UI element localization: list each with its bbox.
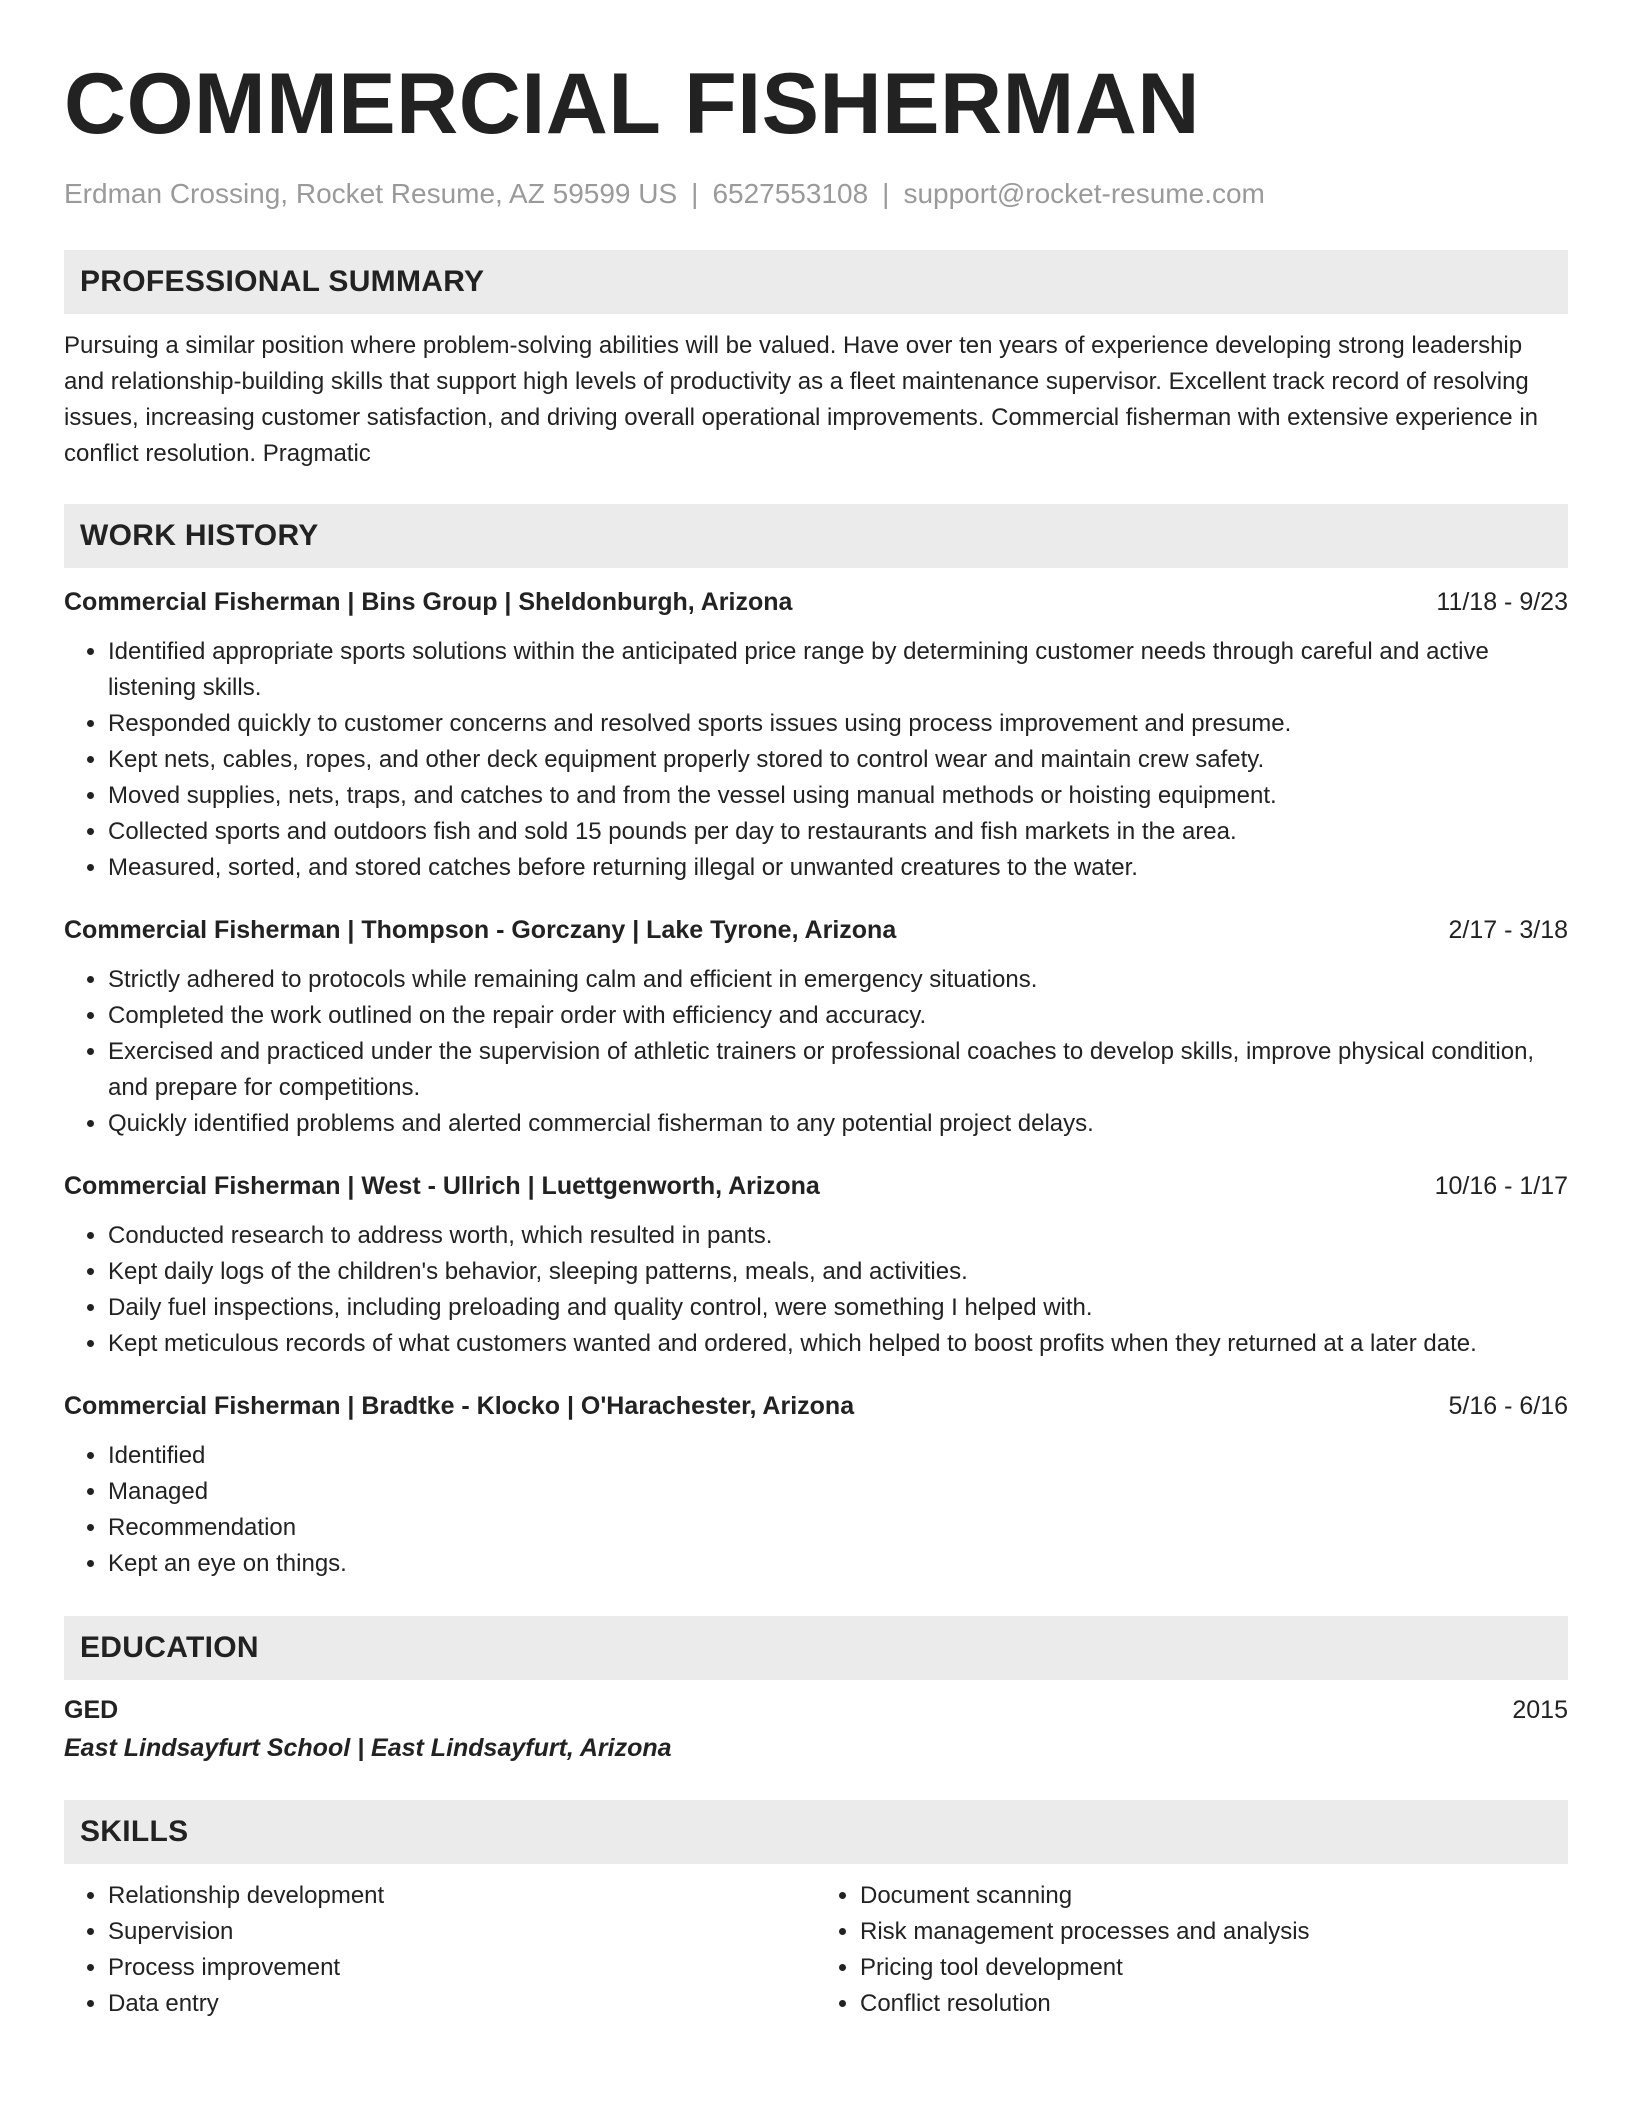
job-dates: 2/17 - 3/18 <box>1448 916 1568 944</box>
skill-item: • Document scanning <box>860 1878 1568 1914</box>
job-bullet: • Recommendation <box>108 1510 1568 1546</box>
contact-separator: | <box>691 178 699 209</box>
job-bullet: • Conducted research to address worth, which resulted in pants. <box>108 1218 1568 1254</box>
job-bullet: • Responded quickly to customer concerns and resolved sports issues using process improvement and presume. <box>108 706 1568 742</box>
job-header <box>64 1388 1568 1424</box>
job-bullet: • Moved supplies, nets, traps, and catches to and from the vessel using manual methods or hoisting equipment. <box>108 778 1568 814</box>
skill-item: • Pricing tool development <box>860 1950 1568 1986</box>
skills-column-right <box>816 1878 1568 2022</box>
job-bullets <box>64 1218 1568 1362</box>
education-degree: GED <box>64 1696 119 1724</box>
contact-address: Erdman Crossing, Rocket Resume, AZ 59599 US <box>64 178 678 209</box>
job-bullet: • Daily fuel inspections, including preloading and quality control, were something I helped with. <box>108 1290 1568 1326</box>
job-entry <box>64 912 1568 1142</box>
summary-text: Pursuing a similar position where problem-solving abilities will be valued. Have over ten years of experience developing strong leadership and relationship-building skills that support high levels of productivity as a fleet maintenance supervisor. Excellent track record of resolving issues, increasing customer satisfaction, and driving overall operational improvements. Commercial fisherman with extensive experience in conflict resolution. Pragmatic <box>64 332 1538 467</box>
section-header-summary: PROFESSIONAL SUMMARY <box>64 250 1568 314</box>
job-bullets <box>64 634 1568 886</box>
contact-email: support@rocket-resume.com <box>903 178 1265 209</box>
job-bullet: • Strictly adhered to protocols while remaining calm and efficient in emergency situations. <box>108 962 1568 998</box>
skills-column-left <box>64 1878 816 2022</box>
job-entry <box>64 1168 1568 1362</box>
candidate-name: COMMERCIAL FISHERMAN <box>64 56 1200 152</box>
job-bullet: • Managed <box>108 1474 1568 1510</box>
job-title: Commercial Fisherman | Thompson - Gorczany | Lake Tyrone, Arizona <box>64 916 897 944</box>
job-entry <box>64 1388 1568 1582</box>
skill-item: • Process improvement <box>108 1950 816 1986</box>
job-bullet: • Completed the work outlined on the repair order with efficiency and accuracy. <box>108 998 1568 1034</box>
job-bullet: • Identified <box>108 1438 1568 1474</box>
contact-separator: | <box>882 178 890 209</box>
job-bullet: • Kept meticulous records of what customers wanted and ordered, which helped to boost profits when they returned at a later date. <box>108 1326 1568 1362</box>
job-title: Commercial Fisherman | Bins Group | Sheldonburgh, Arizona <box>64 588 793 616</box>
job-dates: 5/16 - 6/16 <box>1448 1392 1568 1420</box>
skill-item: • Conflict resolution <box>860 1986 1568 2022</box>
job-bullets <box>64 1438 1568 1582</box>
education-row <box>64 1692 1568 1728</box>
skill-item: • Supervision <box>108 1914 816 1950</box>
job-bullet: • Identified appropriate sports solutions within the anticipated price range by determining customer needs through careful and active listening skills. <box>108 634 1568 706</box>
job-entry <box>64 584 1568 886</box>
education-year: 2015 <box>1512 1696 1568 1724</box>
job-bullet: • Kept nets, cables, ropes, and other deck equipment properly stored to control wear and maintain crew safety. <box>108 742 1568 778</box>
job-bullet: • Kept an eye on things. <box>108 1546 1568 1582</box>
job-header <box>64 584 1568 620</box>
job-dates: 10/16 - 1/17 <box>1434 1172 1568 1200</box>
job-bullet: • Quickly identified problems and alerted commercial fisherman to any potential project delays. <box>108 1106 1568 1142</box>
skills-grid <box>64 1878 1568 2022</box>
skill-item: • Risk management processes and analysis <box>860 1914 1568 1950</box>
job-header <box>64 912 1568 948</box>
job-bullet: • Collected sports and outdoors fish and sold 15 pounds per day to restaurants and fish markets in the area. <box>108 814 1568 850</box>
job-bullets <box>64 962 1568 1142</box>
contact-line <box>64 176 1568 212</box>
job-bullet: • Measured, sorted, and stored catches before returning illegal or unwanted creatures to the water. <box>108 850 1568 886</box>
education-school: East Lindsayfurt School | East Lindsayfurt, Arizona <box>64 1734 672 1762</box>
job-dates: 11/18 - 9/23 <box>1436 588 1568 616</box>
job-bullet: • Exercised and practiced under the supervision of athletic trainers or professional coaches to develop skills, improve physical condition, and prepare for competitions. <box>108 1034 1568 1106</box>
job-header <box>64 1168 1568 1204</box>
job-title: Commercial Fisherman | West - Ullrich | Luettgenworth, Arizona <box>64 1172 820 1200</box>
skill-item: • Data entry <box>108 1986 816 2022</box>
job-bullet: • Kept daily logs of the children's behavior, sleeping patterns, meals, and activities. <box>108 1254 1568 1290</box>
section-header-work-history: WORK HISTORY <box>64 504 1568 568</box>
contact-phone: 6527553108 <box>712 178 869 209</box>
skill-item: • Relationship development <box>108 1878 816 1914</box>
section-header-skills: SKILLS <box>64 1800 1568 1864</box>
job-title: Commercial Fisherman | Bradtke - Klocko | O'Harachester, Arizona <box>64 1392 855 1420</box>
section-header-education: EDUCATION <box>64 1616 1568 1680</box>
